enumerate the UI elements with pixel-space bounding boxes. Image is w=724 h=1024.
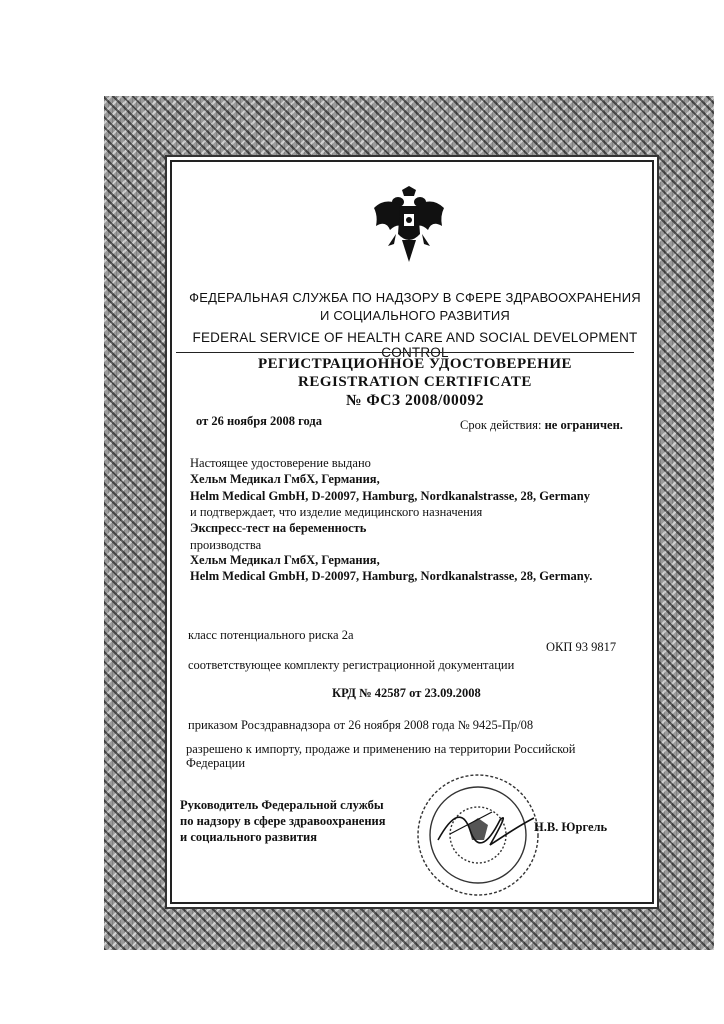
- certificate-number: № ФСЗ 2008/00092: [345, 392, 485, 409]
- signatory-position-line1: Руководитель Федеральной службы: [180, 798, 384, 812]
- order-reference: приказом Росздравнадзора от 26 ноября 2008 года № 9425-Пр/08: [188, 718, 534, 732]
- issue-date: от 26 ноября 2008 года: [196, 414, 322, 428]
- header-ru-line2: И СОЦИАЛЬНОГО РАЗВИТИЯ: [320, 308, 510, 323]
- conforms-label: соответствующее комплекту регистрационной документации: [188, 658, 515, 672]
- confirms-label: и подтверждает, что изделие медицинского назначения: [190, 505, 483, 519]
- permission-line1: разрешено к импорту, продаже и применению на территории Российской: [186, 742, 576, 756]
- header-en-line: FEDERAL SERVICE OF HEALTH CARE AND SOCIAL DEVELOPMENT CONTROL: [192, 330, 638, 360]
- manufacturer-ru: Хельм Медикал ГмбХ, Германия,: [190, 553, 380, 567]
- title-ru: РЕГИСТРАЦИОННОЕ УДОСТОВЕРЕНИЕ: [257, 356, 573, 372]
- issued-to-label: Настоящее удостоверение выдано: [190, 456, 371, 470]
- okp-code: ОКП 93 9817: [546, 640, 617, 654]
- validity-value: не ограничен.: [544, 418, 623, 432]
- title-en: REGISTRATION CERTIFICATE: [298, 374, 532, 390]
- double-headed-eagle-emblem-icon: [372, 186, 446, 264]
- signatory-name: Н.В. Юргель: [534, 820, 608, 834]
- holder-en: Helm Medical GmbH, D-20097, Hamburg, Nordkanalstrasse, 28, Germany: [190, 489, 590, 503]
- risk-class: класс потенциального риска 2а: [188, 628, 354, 642]
- header-divider: [176, 352, 634, 353]
- handwritten-signature: [430, 790, 540, 860]
- header-ru-line1: ФЕДЕРАЛЬНАЯ СЛУЖБА ПО НАДЗОРУ В СФЕРЕ ЗДРАВООХРАНЕНИЯ: [189, 290, 641, 305]
- holder-ru: Хельм Медикал ГмбХ, Германия,: [190, 472, 380, 486]
- krd-number: КРД № 42587 от 23.09.2008: [332, 686, 481, 700]
- manufacturer-en: Helm Medical GmbH, D-20097, Hamburg, Nordkanalstrasse, 28, Germany.: [190, 569, 593, 583]
- validity: [460, 418, 623, 433]
- permission-line2: Федерации: [186, 756, 246, 770]
- signatory-position-line3: и социального развития: [180, 830, 317, 844]
- signatory-position-line2: по надзору в сфере здравоохранения: [180, 814, 386, 828]
- manufacturer-label: производства: [190, 538, 262, 552]
- validity-label: Срок действия:: [460, 418, 542, 432]
- product-name: Экспресс-тест на беременность: [190, 521, 367, 535]
